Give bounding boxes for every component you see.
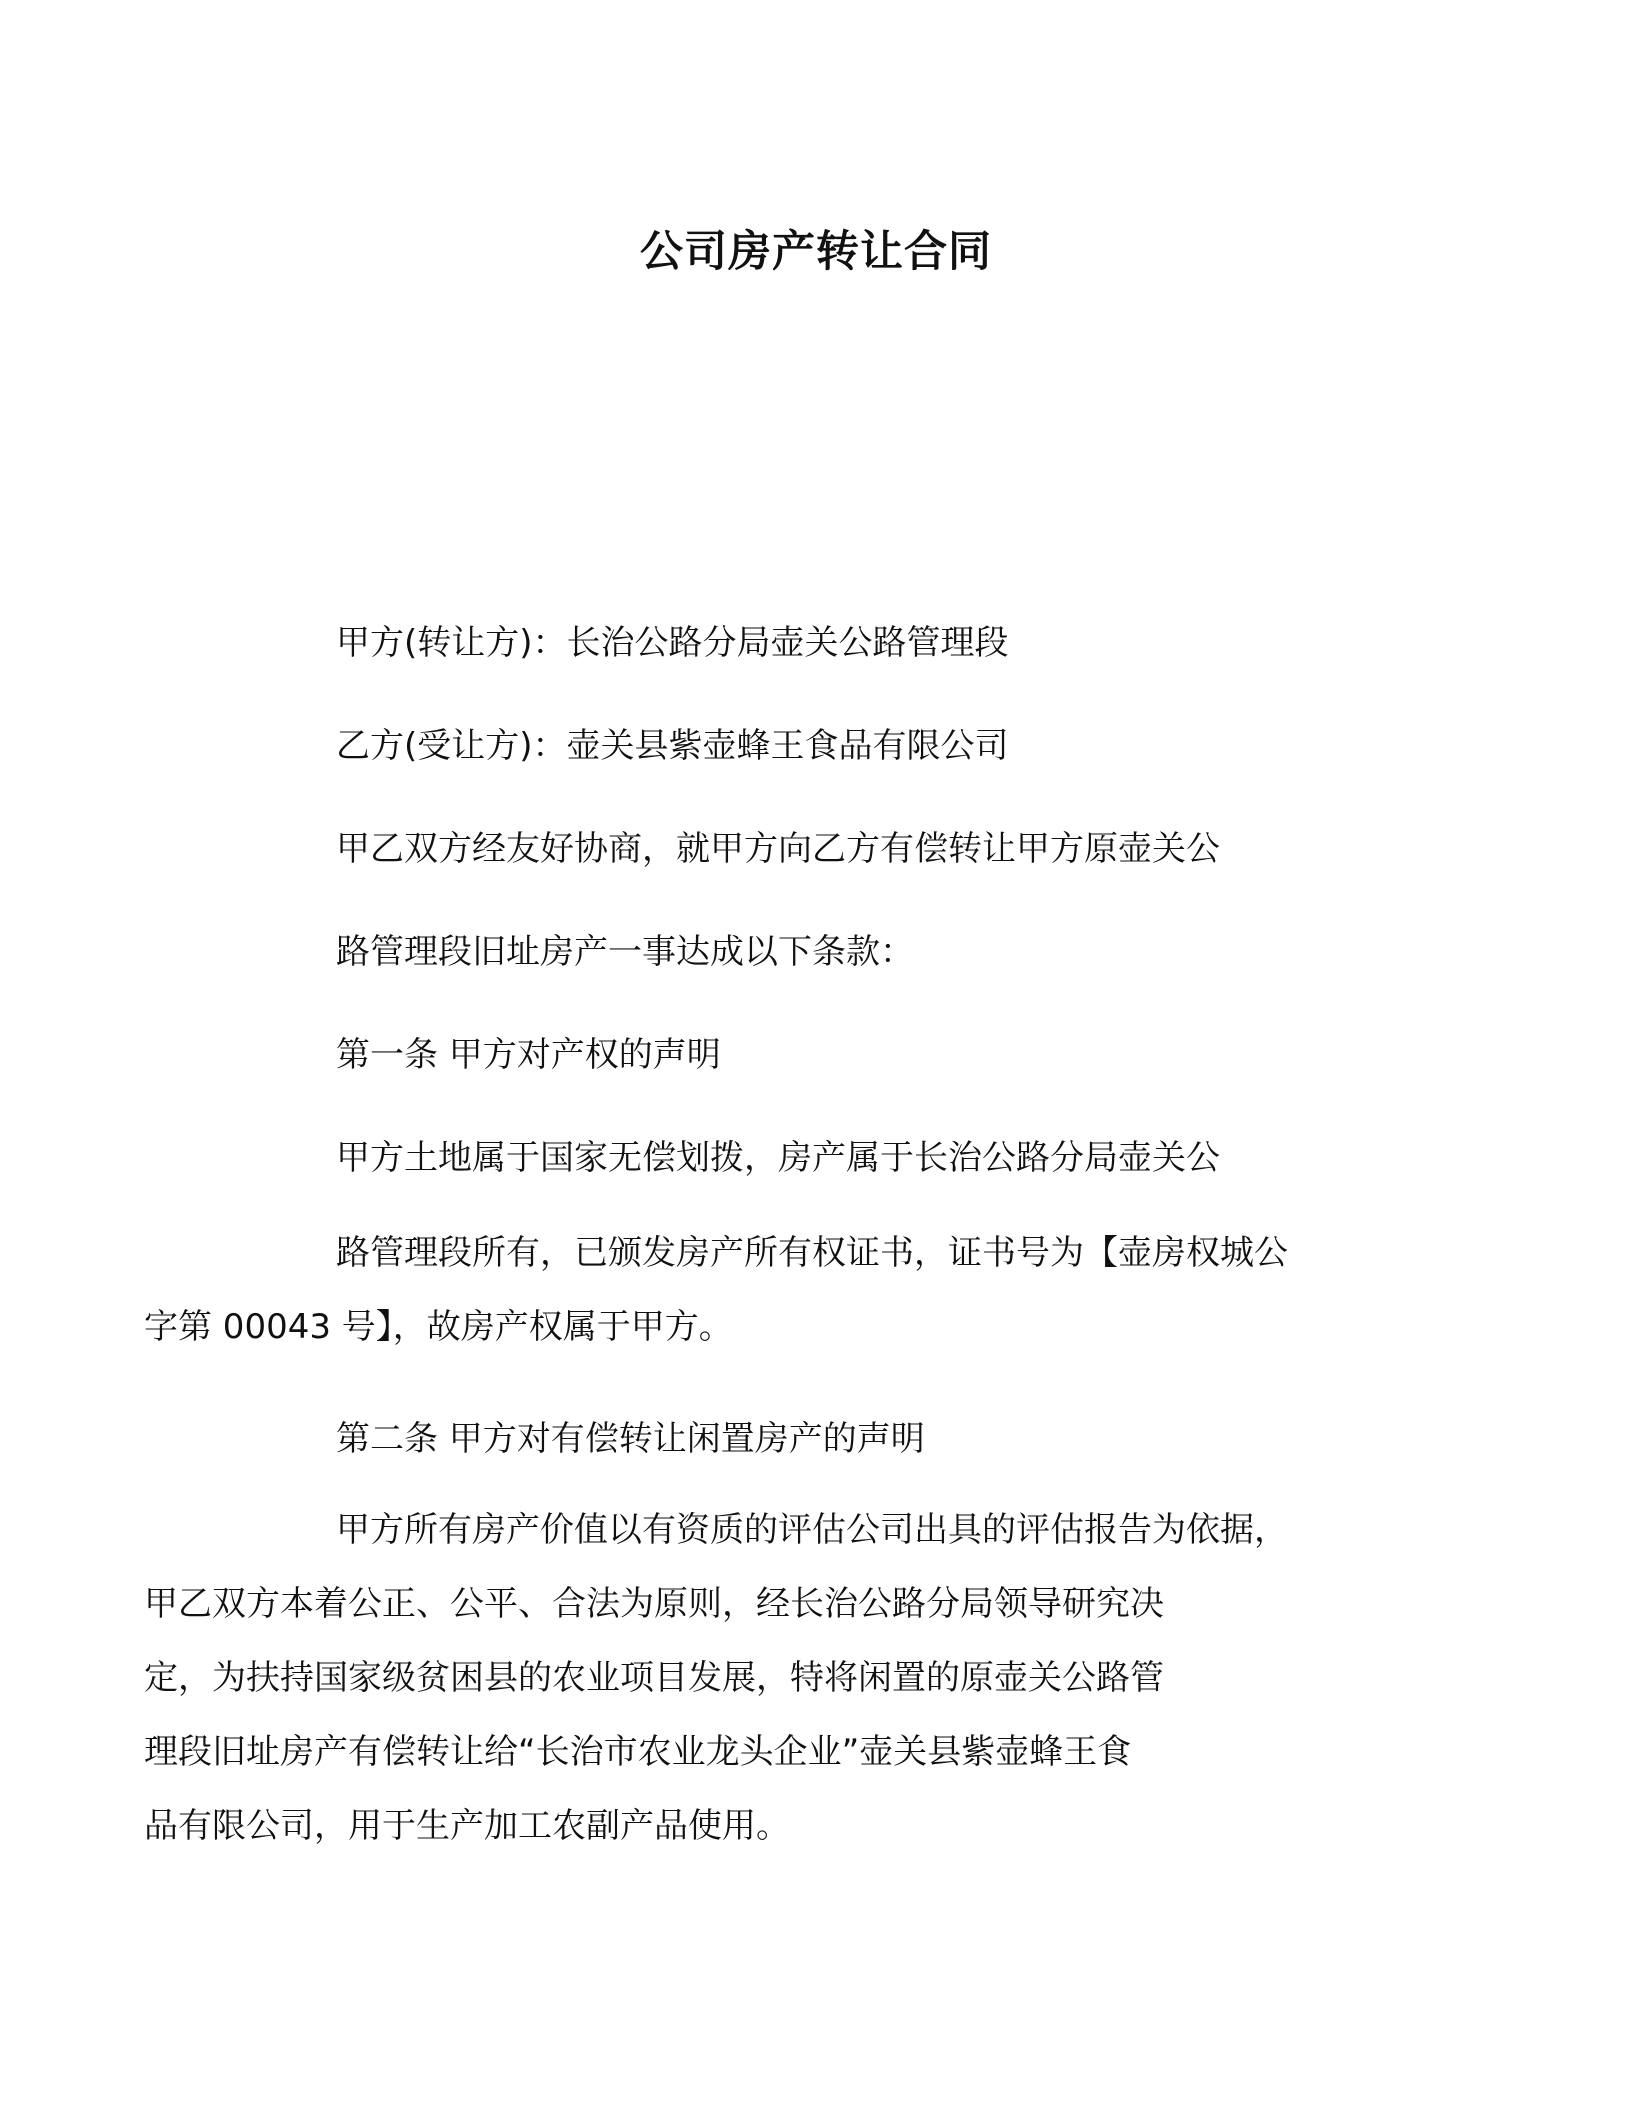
- clause-2-line-2: 甲乙双方本着公正、公平、合法为原则，经长治公路分局领导研究决: [144, 1584, 1164, 1624]
- clause-1-line-3: 字第 00043 号】，故房产权属于甲方。: [144, 1307, 733, 1347]
- clause-2-line-1: 甲方所有房产价值以有资质的评估公司出具的评估报告为依据，: [336, 1510, 1288, 1550]
- clause-2-line-5: 品有限公司，用于生产加工农副产品使用。: [144, 1806, 790, 1846]
- party-b-line: 乙方(受让方)：壶关县紫壶蜂王食品有限公司: [336, 726, 1009, 766]
- clause-2-heading: 第二条 甲方对有偿转让闲置房产的声明: [336, 1419, 925, 1459]
- clause-1-line-2: 路管理段所有，已颁发房产所有权证书，证书号为【壶房权城公: [336, 1233, 1288, 1273]
- clause-1-continuation: [144, 1216, 1380, 1364]
- clause-2-line-4: 理段旧址房产有偿转让给“长治市农业龙头企业”壶关县紫壶蜂王食: [144, 1732, 1132, 1772]
- party-a-line: 甲方(转让方)：长治公路分局壶关公路管理段: [336, 623, 1009, 663]
- preamble-line-2: 路管理段旧址房产一事达成以下条款：: [336, 932, 914, 972]
- document-body: [144, 592, 1380, 1863]
- clause-1-heading: 第一条 甲方对产权的声明: [336, 1035, 721, 1075]
- clause-1-line-1: 甲方土地属于国家无偿划拨，房产属于长治公路分局壶关公: [336, 1138, 1220, 1178]
- preamble-line-1: 甲乙双方经友好协商，就甲方向乙方有偿转让甲方原壶关公: [336, 829, 1220, 869]
- document-title: 公司房产转让合同: [640, 227, 992, 277]
- clause-2-line-3: 定，为扶持国家级贫困县的农业项目发展，特将闲置的原壶关公路管: [144, 1658, 1164, 1698]
- clause-2-body: [144, 1493, 1380, 1863]
